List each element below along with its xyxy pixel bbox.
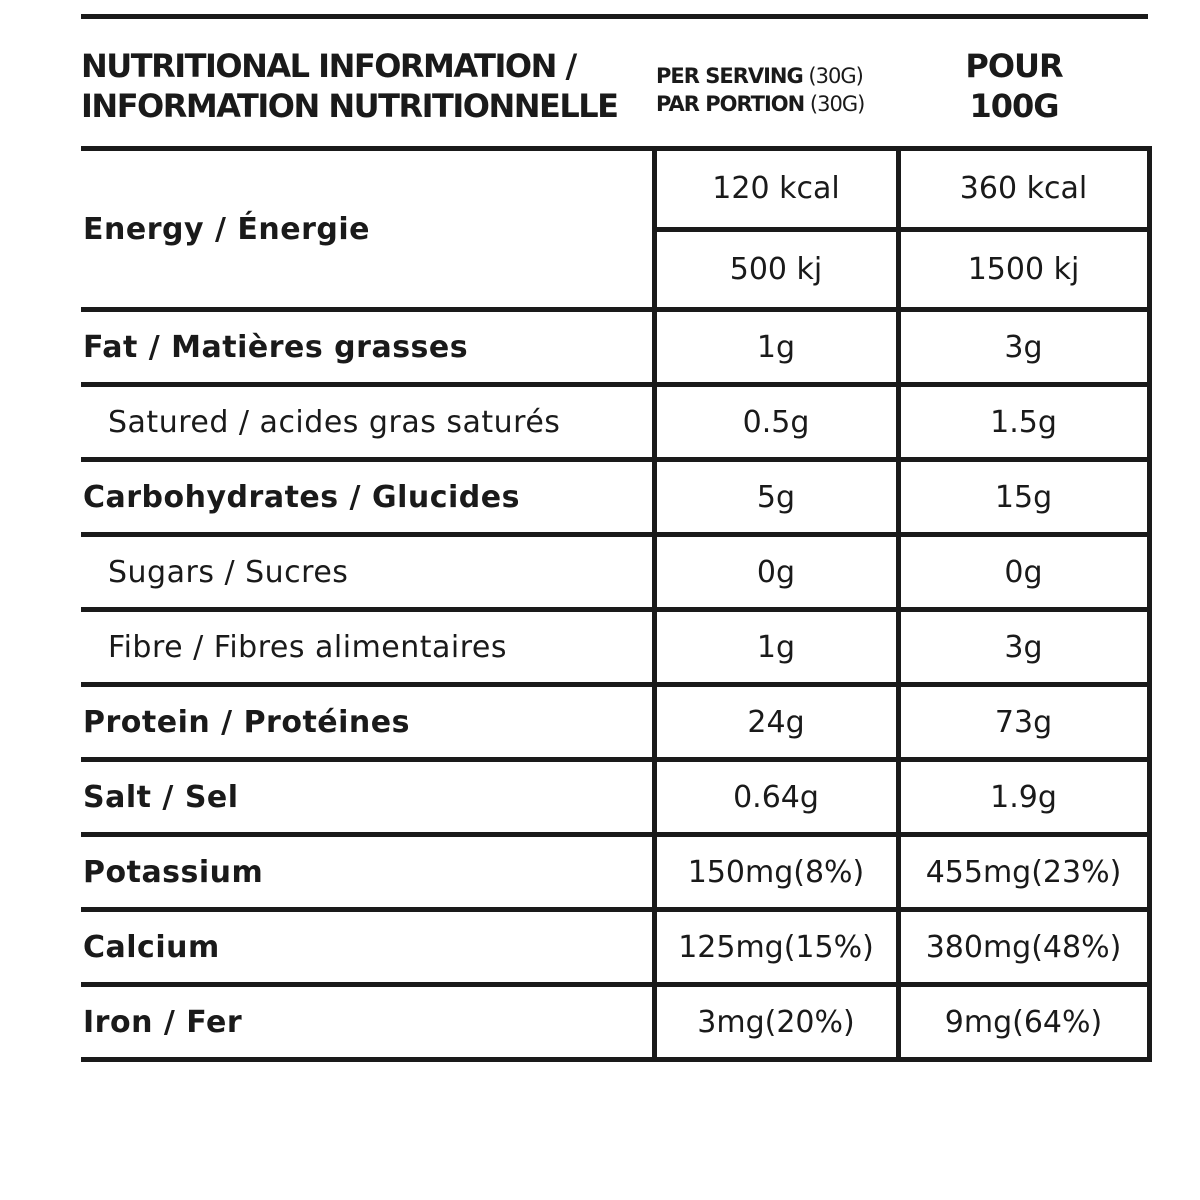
energy-kj-serving: 500 kj bbox=[654, 229, 898, 310]
value-per-serving: 24g bbox=[654, 685, 898, 760]
value-per-100g: 9mg(64%) bbox=[898, 985, 1149, 1060]
row-label: Protein / Protéines bbox=[81, 685, 654, 760]
row-label: Calcium bbox=[81, 910, 654, 985]
title-line-1: NUTRITIONAL INFORMATION / bbox=[81, 47, 576, 85]
per-100g-header bbox=[939, 46, 1089, 126]
row-label: Energy / Énergie bbox=[81, 149, 654, 310]
row-label: Sugars / Sucres bbox=[81, 535, 654, 610]
value-per-100g: 1.5g bbox=[898, 385, 1149, 460]
table-row bbox=[81, 910, 1149, 985]
title-line-2: INFORMATION NUTRITIONNELLE bbox=[81, 87, 618, 125]
value-per-serving: 0.5g bbox=[654, 385, 898, 460]
table-title bbox=[81, 46, 618, 126]
value-per-serving: 150mg(8%) bbox=[654, 835, 898, 910]
value-per-serving: 0g bbox=[654, 535, 898, 610]
par-portion-qty: (30G) bbox=[804, 92, 865, 116]
table-row bbox=[81, 985, 1149, 1060]
value-per-100g: 3g bbox=[898, 610, 1149, 685]
value-per-100g: 0g bbox=[898, 535, 1149, 610]
row-label: Potassium bbox=[81, 835, 654, 910]
per-serving-line bbox=[656, 62, 864, 90]
value-per-serving: 3mg(20%) bbox=[654, 985, 898, 1060]
par-portion-line bbox=[656, 90, 864, 118]
table-row bbox=[81, 685, 1149, 760]
energy-kj-100g: 1500 kj bbox=[898, 229, 1149, 310]
value-per-serving: 1g bbox=[654, 610, 898, 685]
table-row bbox=[81, 535, 1149, 610]
per-100g-line-1: POUR bbox=[965, 47, 1063, 85]
energy-kcal-100g: 360 kcal bbox=[898, 149, 1149, 230]
value-per-serving: 5g bbox=[654, 460, 898, 535]
per-serving-qty: (30G) bbox=[802, 64, 863, 88]
value-per-serving: 125mg(15%) bbox=[654, 910, 898, 985]
per-100g-line-2: 100G bbox=[969, 87, 1059, 125]
row-label: Iron / Fer bbox=[81, 985, 654, 1060]
row-label: Fibre / Fibres alimentaires bbox=[81, 610, 654, 685]
table-row bbox=[81, 310, 1149, 385]
value-per-100g: 15g bbox=[898, 460, 1149, 535]
row-label: Carbohydrates / Glucides bbox=[81, 460, 654, 535]
table-row-energy bbox=[81, 149, 1149, 230]
row-label: Satured / acides gras saturés bbox=[81, 385, 654, 460]
value-per-serving: 0.64g bbox=[654, 760, 898, 835]
nutrition-table bbox=[81, 146, 1152, 1062]
table-row bbox=[81, 385, 1149, 460]
table-row bbox=[81, 835, 1149, 910]
table-row bbox=[81, 610, 1149, 685]
value-per-100g: 3g bbox=[898, 310, 1149, 385]
row-label: Salt / Sel bbox=[81, 760, 654, 835]
value-per-100g: 380mg(48%) bbox=[898, 910, 1149, 985]
energy-kcal-serving: 120 kcal bbox=[654, 149, 898, 230]
table-header bbox=[81, 40, 1148, 135]
value-per-100g: 1.9g bbox=[898, 760, 1149, 835]
top-rule bbox=[81, 14, 1148, 19]
value-per-100g: 73g bbox=[898, 685, 1149, 760]
per-serving-header bbox=[656, 62, 864, 118]
table-row bbox=[81, 460, 1149, 535]
par-portion-label: PAR PORTION bbox=[656, 92, 805, 116]
value-per-100g: 455mg(23%) bbox=[898, 835, 1149, 910]
row-label: Fat / Matières grasses bbox=[81, 310, 654, 385]
per-serving-label: PER SERVING bbox=[656, 64, 803, 88]
value-per-serving: 1g bbox=[654, 310, 898, 385]
table-row bbox=[81, 760, 1149, 835]
